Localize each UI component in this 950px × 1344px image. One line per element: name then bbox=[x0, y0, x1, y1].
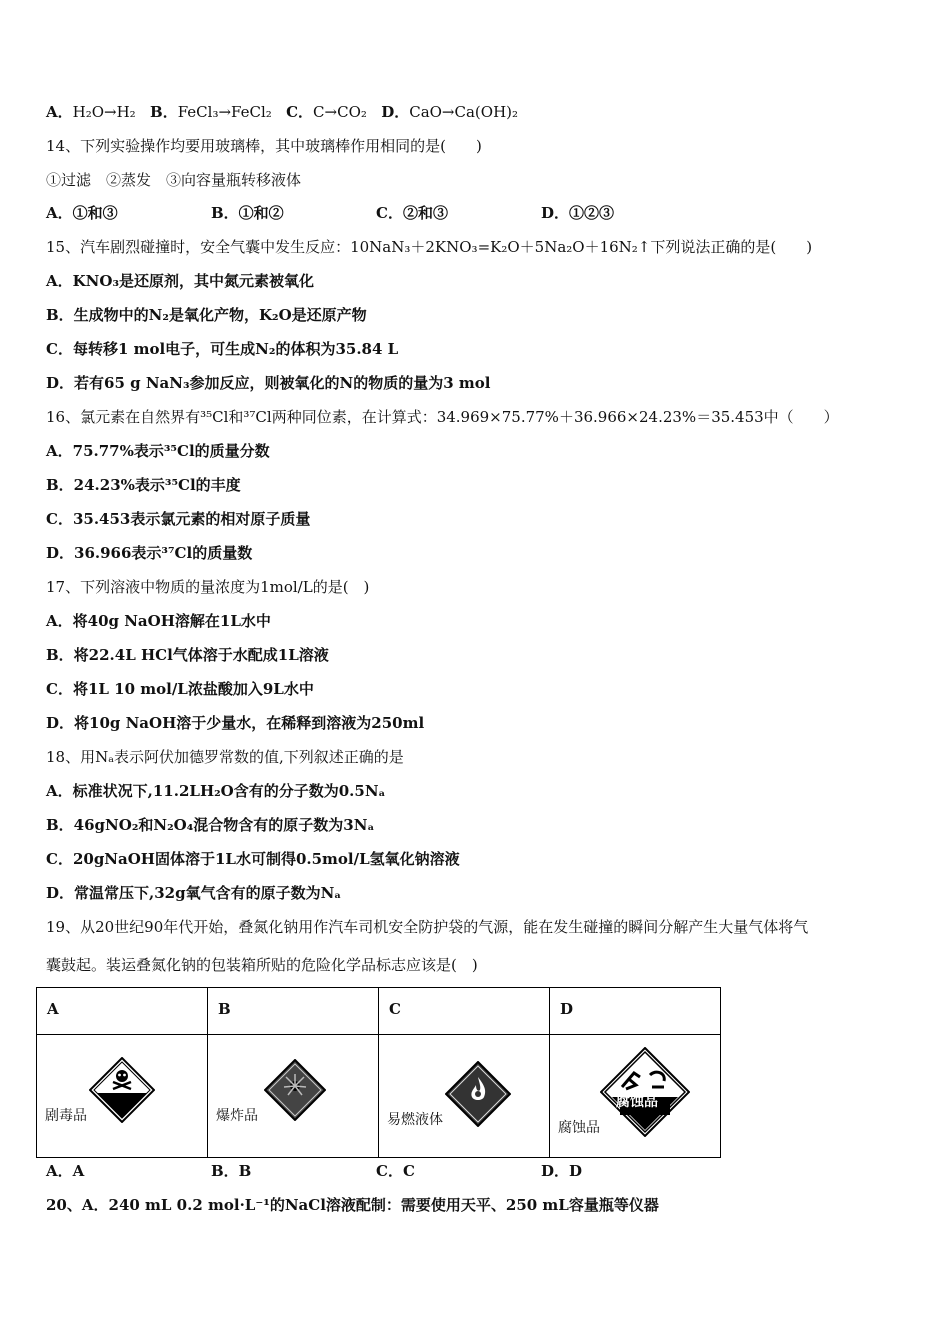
q14-items: ①过滤 ②蒸发 ③向容量瓶转移液体 bbox=[46, 171, 302, 189]
hazard-sign-table bbox=[36, 987, 721, 1158]
q19-options: A．A B．B C．C D．D bbox=[46, 1162, 583, 1180]
q20-line: 20、A．240 mL 0.2 mol·L⁻¹的NaCl溶液配制：需要使用天平、250 mL容量瓶等仪器 bbox=[46, 1196, 659, 1214]
table-header-a: A bbox=[37, 988, 208, 1035]
sign-cell-explosive bbox=[208, 1035, 379, 1158]
sign-caption-corrosive: 腐蚀品 bbox=[616, 1094, 658, 1110]
q18-option-d: D．常温常压下,32g氧气含有的原子数为Nₐ bbox=[46, 884, 342, 902]
q16-option-b: B．24.23%表示³⁵Cl的丰度 bbox=[46, 476, 241, 494]
q17-option-b: B．将22.4L HCl气体溶于水配成1L溶液 bbox=[46, 646, 329, 664]
q18-stem: 18、用Nₐ表示阿伏加德罗常数的值,下列叙述正确的是 bbox=[46, 748, 404, 766]
q17-stem: 17、下列溶液中物质的量浓度为1mol/L的是( ) bbox=[46, 578, 370, 596]
q17-option-c: C．将1L 10 mol/L浓盐酸加入9L水中 bbox=[46, 680, 314, 698]
sign-cell-corrosive bbox=[550, 1035, 721, 1158]
skull-crossbones-icon bbox=[89, 1057, 155, 1123]
sign-caption-toxic: 剧毒品 bbox=[45, 1108, 87, 1124]
sign-cell-toxic bbox=[37, 1035, 208, 1158]
q17-option-a: A．将40g NaOH溶解在1L水中 bbox=[46, 612, 271, 630]
q13-options: A．H₂O→H₂ B．FeCl₃→FeCl₂ C．C→CO₂ D．CaO→Ca(OH)₂ bbox=[46, 103, 519, 121]
q15-option-d: D．若有65 g NaN₃参加反应，则被氧化的N的物质的量为3 mol bbox=[46, 374, 491, 392]
q19-stem-line2: 囊鼓起。装运叠氮化钠的包装箱所贴的危险化学品标志应该是( ) bbox=[46, 956, 478, 974]
sign-caption-explosive: 爆炸品 bbox=[216, 1108, 258, 1124]
explosion-icon bbox=[264, 1059, 326, 1121]
q17-option-d: D．将10g NaOH溶于少量水，在稀释到溶液为250ml bbox=[46, 714, 425, 732]
q19-stem-line1: 19、从20世纪90年代开始，叠氮化钠用作汽车司机安全防护袋的气源，能在发生碰撞的瞬间分解产生大量气体将气 bbox=[46, 918, 809, 936]
flame-icon bbox=[445, 1061, 511, 1127]
q15-option-a: A．KNO₃是还原剂，其中氮元素被氧化 bbox=[46, 272, 315, 290]
q18-option-c: C．20gNaOH固体溶于1L水可制得0.5mol/L氢氧化钠溶液 bbox=[46, 850, 460, 868]
table-header-d: D bbox=[550, 988, 721, 1035]
sign-caption-flammable: 易燃液体 bbox=[387, 1112, 443, 1128]
q15-option-b: B．生成物中的N₂是氧化产物，K₂O是还原产物 bbox=[46, 306, 367, 324]
table-header-b: B bbox=[208, 988, 379, 1035]
q16-option-d: D．36.966表示³⁷Cl的质量数 bbox=[46, 544, 253, 562]
q15-option-c: C．每转移1 mol电子，可生成N₂的体积为35.84 L bbox=[46, 340, 399, 358]
q18-option-a: A．标准状况下,11.2LH₂O含有的分子数为0.5Nₐ bbox=[46, 782, 386, 800]
q14-options: A．①和③ B．①和② C．②和③ D．①②③ bbox=[46, 204, 615, 222]
q18-option-b: B．46gNO₂和N₂O₄混合物含有的原子数为3Nₐ bbox=[46, 816, 375, 834]
sign-cell-flammable bbox=[379, 1035, 550, 1158]
q15-stem: 15、汽车剧烈碰撞时，安全气囊中发生反应：10NaN₃＋2KNO₃=K₂O＋5Na₂O＋16N₂↑下列说法正确的是( ) bbox=[46, 238, 813, 256]
q16-option-a: A．75.77%表示³⁵Cl的质量分数 bbox=[46, 442, 270, 460]
table-header-c: C bbox=[379, 988, 550, 1035]
q16-stem: 16、氯元素在自然界有³⁵Cl和³⁷Cl两种同位素，在计算式：34.969×75.77%＋36.966×24.23%＝35.453中（ ） bbox=[46, 408, 839, 426]
q14-stem: 14、下列实验操作均要用玻璃棒，其中玻璃棒作用相同的是( ) bbox=[46, 137, 482, 155]
q16-option-c: C．35.453表示氯元素的相对原子质量 bbox=[46, 510, 311, 528]
sign-caption-corrosive-below: 腐蚀品 bbox=[558, 1120, 600, 1136]
